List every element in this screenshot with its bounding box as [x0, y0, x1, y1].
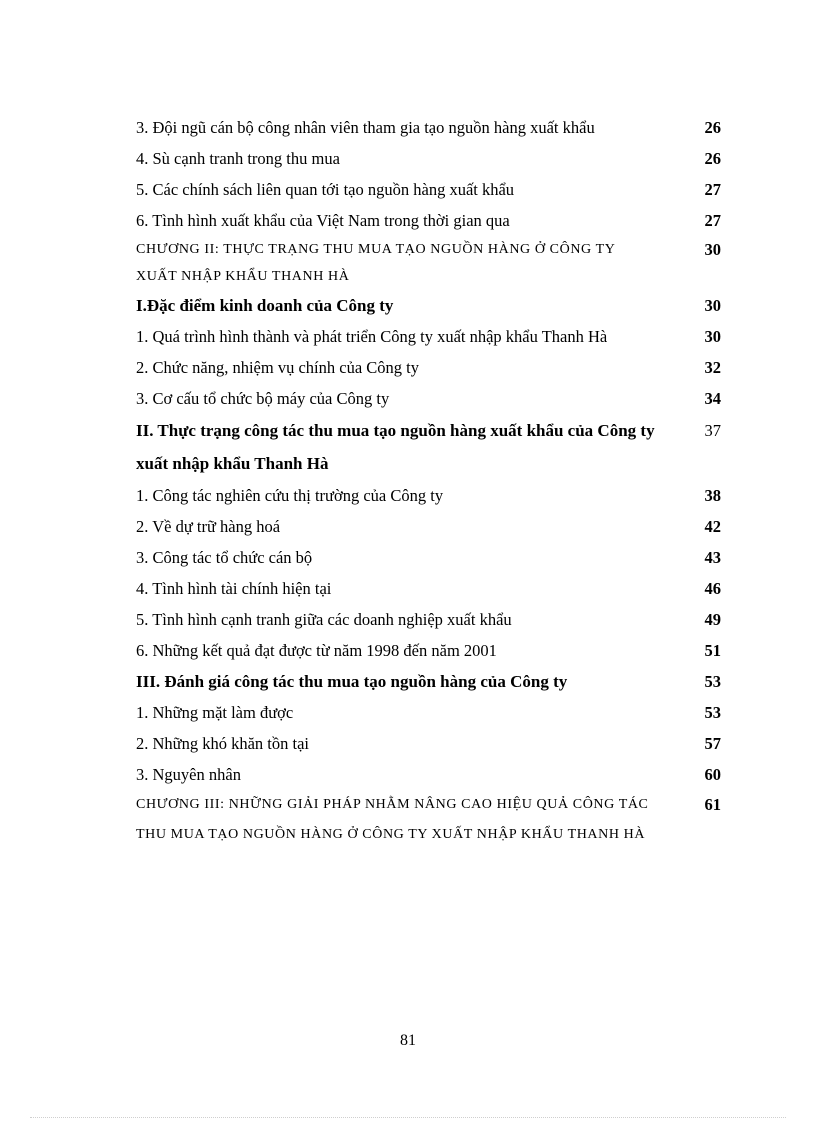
toc-entry	[136, 205, 721, 236]
toc-entry	[136, 728, 721, 759]
toc-entry-page: 53	[704, 703, 721, 722]
page-number: 81	[400, 1032, 416, 1049]
toc-entry-page: 42	[704, 517, 721, 536]
toc-entry-page: 49	[704, 610, 721, 629]
toc-entry-page: 30	[704, 327, 721, 346]
toc-entry-title: 1. Những mặt làm được	[136, 703, 294, 722]
toc-entry	[136, 174, 721, 205]
toc-entry-title: 6. Tình hình xuất khẩu của Việt Nam trong thời gian qua	[136, 211, 510, 230]
toc-entry-page: 46	[704, 579, 721, 598]
toc-entry-title: 2. Chức năng, nhiệm vụ chính của Công ty	[136, 358, 419, 377]
toc-entry-title: 3. Nguyên nhân	[136, 765, 241, 784]
toc-chapter-heading	[136, 236, 721, 290]
toc-entry-page: 60	[704, 765, 721, 784]
toc-entry-page: 26	[704, 118, 721, 137]
toc-entry-page: 51	[704, 641, 721, 660]
toc-entry-page: 57	[704, 734, 721, 753]
toc-entry	[136, 112, 721, 143]
toc-entry-title: 4. Sù cạnh tranh trong thu mua	[136, 149, 340, 168]
toc-entry-title: 3. Cơ cấu tổ chức bộ máy của Công ty	[136, 389, 390, 408]
toc-entry	[136, 480, 721, 511]
page-bottom-divider	[30, 1117, 786, 1118]
toc-entry-page: 53	[704, 672, 721, 691]
toc-chapter-heading	[136, 790, 721, 850]
toc-entry	[136, 635, 721, 666]
toc-entry-title: 4. Tình hình tài chính hiện tại	[136, 579, 332, 598]
toc-entry-page: 43	[704, 548, 721, 567]
toc-entry-title: 5. Các chính sách liên quan tới tạo nguồn hàng xuất khẩu	[136, 180, 515, 199]
toc-entry-page: 38	[704, 486, 721, 505]
toc-entry	[136, 604, 721, 635]
toc-entry-title: II. Thực trạng công tác thu mua tạo nguồn hàng xuất khẩu của Công ty xuất nhập khẩu Thanh Hà	[136, 421, 655, 473]
toc-entry-page: 32	[704, 358, 721, 377]
toc-entry-page: 26	[704, 149, 721, 168]
toc-entry	[136, 321, 721, 352]
toc-entry-page: 34	[704, 389, 721, 408]
toc-entry-title: III. Đánh giá công tác thu mua tạo nguồn hàng của Công ty	[136, 672, 568, 691]
toc-entry	[136, 542, 721, 573]
toc-entry	[136, 697, 721, 728]
toc-entry-page: 30	[704, 240, 721, 259]
toc-entry-title: 2. Những khó khăn tồn tại	[136, 734, 310, 753]
toc-entry-title: 2. Về dự trữ hàng hoá	[136, 517, 281, 536]
toc-entry-title: 5. Tình hình cạnh tranh giữa các doanh nghiệp xuất khẩu	[136, 610, 512, 629]
toc-entry-page: 27	[704, 211, 721, 230]
toc-entry	[136, 759, 721, 790]
toc-entry-title: 3. Đội ngũ cán bộ công nhân viên tham gia tạo nguồn hàng xuất khẩu	[136, 118, 595, 137]
toc-section-heading	[136, 414, 721, 480]
toc-entry-title: 1. Quá trình hình thành và phát triển Công ty xuất nhập khẩu Thanh Hà	[136, 327, 608, 346]
toc-entry	[136, 352, 721, 383]
toc-entry-title: CHƯƠNG II: THỰC TRẠNG THU MUA TẠO NGUỒN HÀNG Ở CÔNG TY XUẤT NHẬP KHẨU THANH HÀ	[136, 242, 615, 284]
toc-entry	[136, 143, 721, 174]
toc-section-heading	[136, 290, 721, 321]
toc-entry-title: I.Đặc điểm kinh doanh của Công ty	[136, 296, 394, 315]
toc-entry-page: 30	[704, 296, 721, 315]
toc-entry-title: 1. Công tác nghiên cứu thị trường của Công ty	[136, 486, 444, 505]
toc-entry	[136, 383, 721, 414]
table-of-contents	[136, 112, 721, 850]
toc-entry-page: 37	[704, 421, 721, 440]
toc-entry	[136, 573, 721, 604]
toc-entry-page: 27	[704, 180, 721, 199]
toc-entry-title: 6. Những kết quả đạt được từ năm 1998 đến năm 2001	[136, 641, 497, 660]
toc-entry-page: 61	[704, 795, 721, 814]
toc-entry	[136, 511, 721, 542]
toc-entry-title: CHƯƠNG III: NHỮNG GIẢI PHÁP NHẰM NÂNG CAO HIỆU QUẢ CÔNG TÁC THU MUA TẠO NGUỒN HÀNG Ở CÔNG TY XUẤT NHẬP KHẨU THANH HÀ	[136, 797, 649, 842]
toc-section-heading	[136, 666, 721, 697]
toc-entry-title: 3. Công tác tổ chức cán bộ	[136, 548, 313, 567]
